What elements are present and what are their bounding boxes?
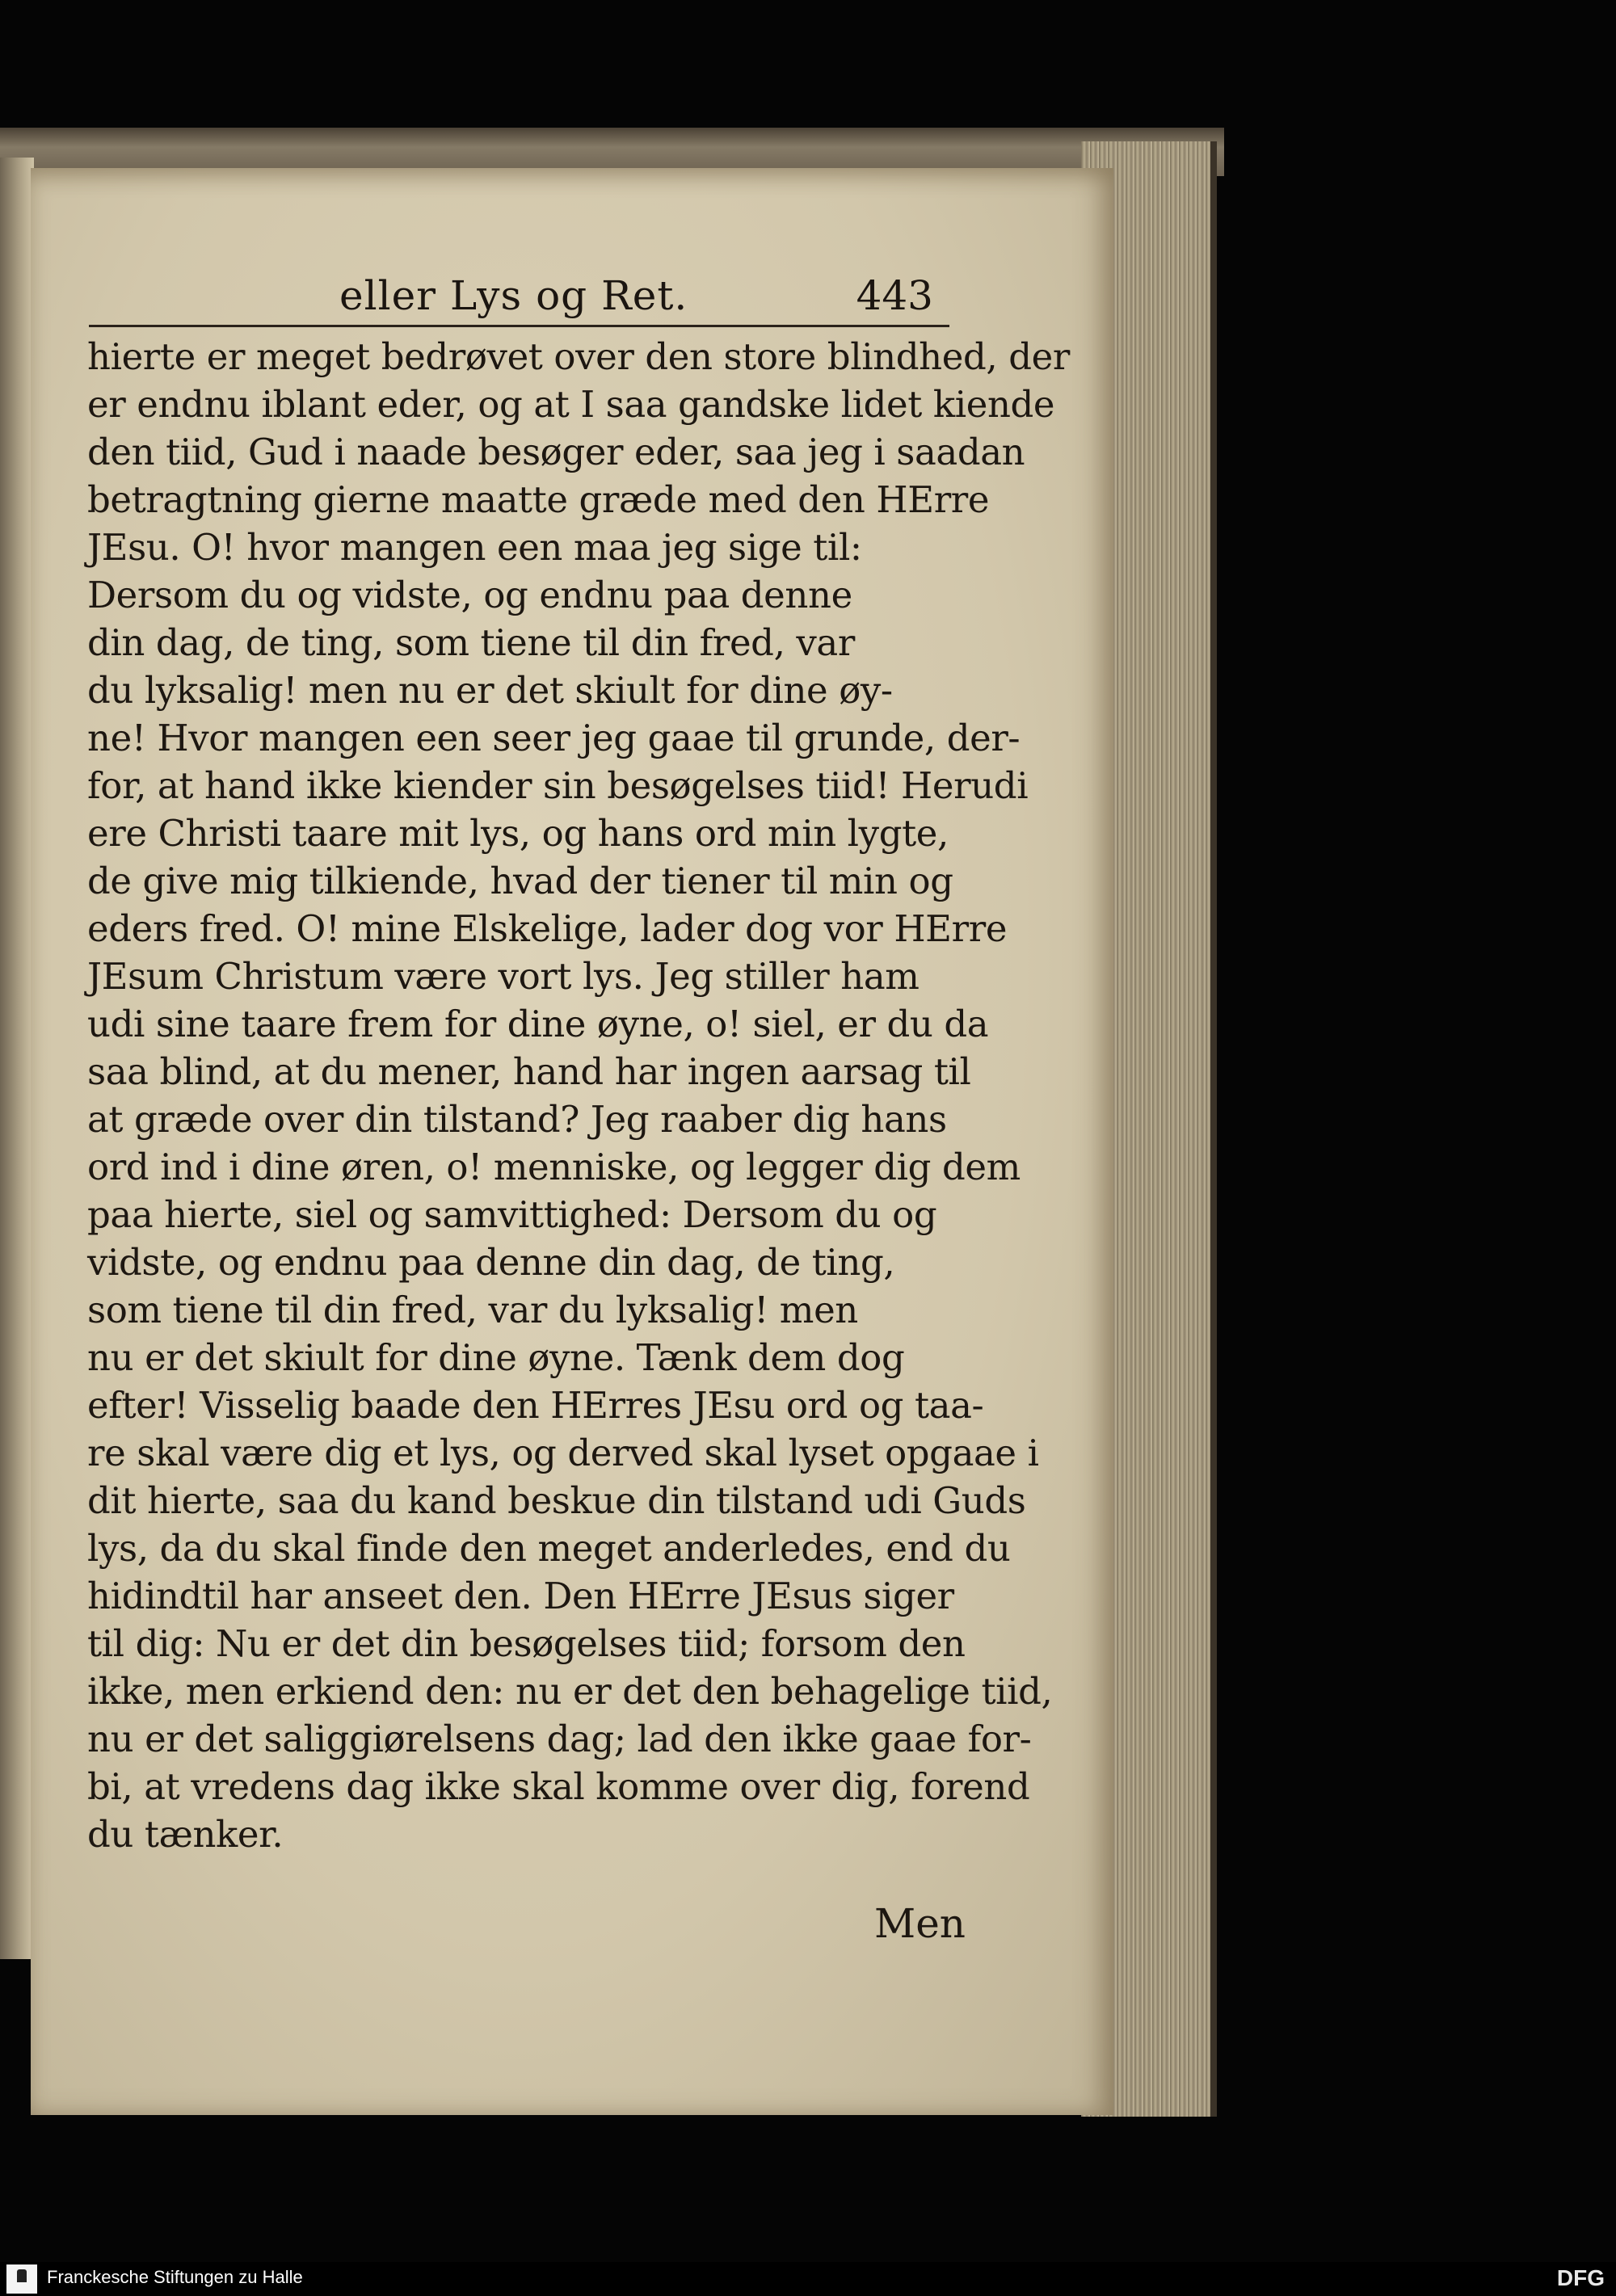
running-head: eller Lys og Ret.	[339, 272, 688, 319]
text-line: du tænker.	[87, 1813, 284, 1856]
catchword: Men	[874, 1900, 966, 1947]
text-line: ere Christi taare mit lys, og hans ord min lygte,	[87, 812, 949, 855]
text-line: efter! Visselig baade den HErres JEsu ord og taa-	[87, 1384, 984, 1427]
text-line: ikke, men erkiend den: nu er det den behagelige tiid,	[87, 1670, 1053, 1713]
text-line: paa hierte, siel og samvittighed: Dersom du og	[87, 1193, 937, 1236]
text-line: betragtning gierne maatte græde med den HErre	[87, 478, 990, 521]
text-line: hidindtil har anseet den. Den HErre JEsus siger	[87, 1575, 954, 1617]
header-rule	[89, 325, 949, 327]
text-line: din dag, de ting, som tiene til din fred, var	[87, 621, 855, 664]
text-line: re skal være dig et lys, og derved skal lyset opgaae i	[87, 1432, 1039, 1474]
left-page-edge	[0, 158, 34, 1959]
text-line: du lyksalig! men nu er det skiult for dine øy-	[87, 669, 893, 712]
text-line: JEsu. O! hvor mangen een maa jeg sige til:	[87, 526, 862, 569]
text-line: Dersom du og vidste, og endnu paa denne	[87, 574, 852, 616]
text-line: er endnu iblant eder, og at I saa gandske lidet kiende	[87, 383, 1055, 426]
text-line: de give mig tilkiende, hvad der tiener til min og	[87, 860, 953, 902]
text-line: for, at hand ikke kiender sin besøgelses tiid! Herudi	[87, 764, 1029, 807]
text-line: hierte er meget bedrøvet over den store blindhed, der	[87, 335, 1070, 378]
text-line: at græde over din tilstand? Jeg raaber dig hans	[87, 1098, 947, 1141]
text-line: saa blind, at du mener, hand har ingen aarsag til	[87, 1050, 971, 1093]
page-number: 443	[856, 272, 933, 319]
institution-label: Franckesche Stiftungen zu Halle	[47, 2267, 303, 2287]
text-line: nu er det skiult for dine øyne. Tænk dem dog	[87, 1336, 905, 1379]
text-line: vidste, og endnu paa denne din dag, de ting,	[87, 1241, 895, 1284]
body-text	[87, 333, 1070, 1858]
text-line: nu er det saliggiørelsens dag; lad den ikke gaae for-	[87, 1718, 1032, 1760]
text-line: bi, at vredens dag ikke skal komme over dig, forend	[87, 1765, 1030, 1808]
text-line: til dig: Nu er det din besøgelses tiid; forsom den	[87, 1622, 966, 1665]
text-line: udi sine taare frem for dine øyne, o! siel, er du da	[87, 1003, 989, 1045]
page-header	[89, 272, 949, 319]
text-line: lys, da du skal finde den meget anderledes, end du	[87, 1527, 1011, 1570]
text-line: JEsum Christum være vort lys. Jeg stiller ham	[87, 955, 920, 998]
dfg-logo: DFG	[1556, 2265, 1605, 2290]
text-line: som tiene til din fred, var du lyksalig! men	[87, 1289, 858, 1331]
text-line: ne! Hvor mangen een seer jeg gaae til grunde, der-	[87, 717, 1021, 759]
text-line: eders fred. O! mine Elskelige, lader dog vor HErre	[87, 907, 1008, 950]
text-line: den tiid, Gud i naade besøger eder, saa jeg i saadan	[87, 431, 1025, 473]
text-line: dit hierte, saa du kand beskue din tilstand udi Guds	[87, 1479, 1026, 1522]
text-line: ord ind i dine øren, o! menniske, og legger dig dem	[87, 1146, 1021, 1188]
institution-logo-icon	[6, 2264, 37, 2294]
